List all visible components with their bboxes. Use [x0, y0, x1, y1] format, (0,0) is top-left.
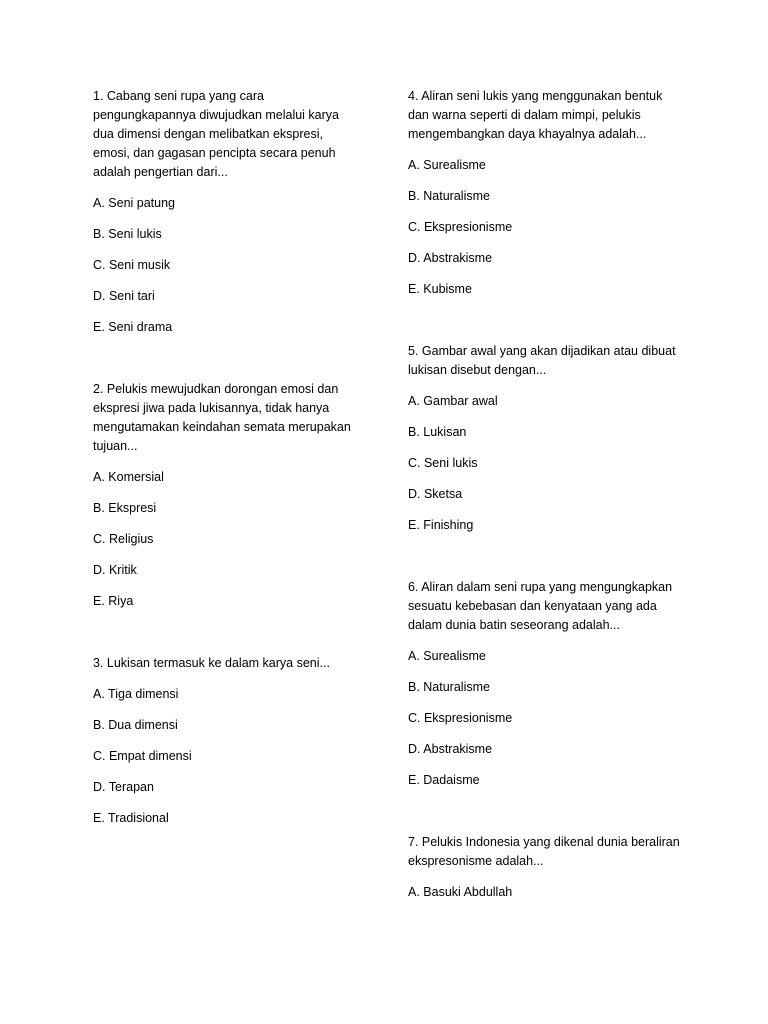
question-spacer	[408, 802, 683, 833]
question-7-text: 7. Pelukis Indonesia yang dikenal dunia beraliran ekspresonisme adalah...	[408, 835, 680, 868]
question-6-option-b: B. Naturalisme	[408, 680, 490, 694]
question-5-option-d: D. Sketsa	[408, 487, 463, 501]
question-1	[93, 87, 363, 337]
question-3-option-e: E. Tradisional	[93, 811, 169, 825]
question-1-option-c: C. Seni musik	[93, 258, 171, 272]
question-2-text: 2. Pelukis mewujudkan dorongan emosi dan ekspresi jiwa pada lukisannya, tidak hanya mengutamakan keindahan semata merupakan tujuan...	[93, 382, 351, 453]
question-2-option-e: E. Riya	[93, 594, 134, 608]
question-1-option-d: D. Seni tari	[93, 289, 155, 303]
question-5-option-c: C. Seni lukis	[408, 456, 478, 470]
question-6-option-e: E. Dadaisme	[408, 773, 480, 787]
question-spacer	[93, 623, 363, 654]
question-3-option-b: B. Dua dimensi	[93, 718, 178, 732]
question-4-option-e: E. Kubisme	[408, 282, 472, 296]
question-2-option-b: B. Ekspresi	[93, 501, 157, 515]
question-5	[408, 342, 683, 535]
question-5-option-b: B. Lukisan	[408, 425, 467, 439]
question-4-text: 4. Aliran seni lukis yang menggunakan bentuk dan warna seperti di dalam mimpi, pelukis mengembangkan daya khayalnya adalah...	[408, 89, 663, 141]
question-spacer	[408, 547, 683, 578]
question-3-option-d: D. Terapan	[93, 780, 154, 794]
question-4-option-d: D. Abstrakisme	[408, 251, 493, 265]
question-1-option-a: A. Seni patung	[93, 196, 176, 210]
question-spacer	[93, 349, 363, 380]
question-7	[408, 833, 683, 902]
right-column	[408, 87, 683, 914]
question-1-text: 1. Cabang seni rupa yang cara pengungkapannya diwujudkan melalui karya dua dimensi dengan melibatkan ekspresi, emosi, dan gagasan pencipta secara penuh adalah pengertian dari...	[93, 89, 340, 179]
question-6-option-d: D. Abstrakisme	[408, 742, 493, 756]
question-4-option-a: A. Surealisme	[408, 158, 486, 172]
question-6-option-a: A. Surealisme	[408, 649, 486, 663]
question-3-text: 3. Lukisan termasuk ke dalam karya seni...	[93, 656, 330, 670]
question-1-option-e: E. Seni drama	[93, 320, 173, 334]
left-column	[93, 87, 363, 840]
question-2-option-c: C. Religius	[93, 532, 154, 546]
question-6	[408, 578, 683, 790]
question-6-text: 6. Aliran dalam seni rupa yang mengungkapkan sesuatu kebebasan dan kenyataan yang ada dalam dunia batin seseorang adalah...	[408, 580, 673, 632]
question-3-option-a: A. Tiga dimensi	[93, 687, 179, 701]
question-2	[93, 380, 363, 611]
question-2-option-a: A. Komersial	[93, 470, 164, 484]
question-1-option-b: B. Seni lukis	[93, 227, 162, 241]
question-4-option-b: B. Naturalisme	[408, 189, 490, 203]
question-spacer	[408, 311, 683, 342]
question-7-option-a: A. Basuki Abdullah	[408, 885, 513, 899]
question-5-option-a: A. Gambar awal	[408, 394, 498, 408]
question-5-option-e: E. Finishing	[408, 518, 474, 532]
question-6-option-c: C. Ekspresionisme	[408, 711, 513, 725]
question-4-option-c: C. Ekspresionisme	[408, 220, 513, 234]
question-2-option-d: D. Kritik	[93, 563, 137, 577]
question-5-text: 5. Gambar awal yang akan dijadikan atau dibuat lukisan disebut dengan...	[408, 344, 676, 377]
question-4	[408, 87, 683, 299]
question-3	[93, 654, 363, 828]
question-3-option-c: C. Empat dimensi	[93, 749, 192, 763]
